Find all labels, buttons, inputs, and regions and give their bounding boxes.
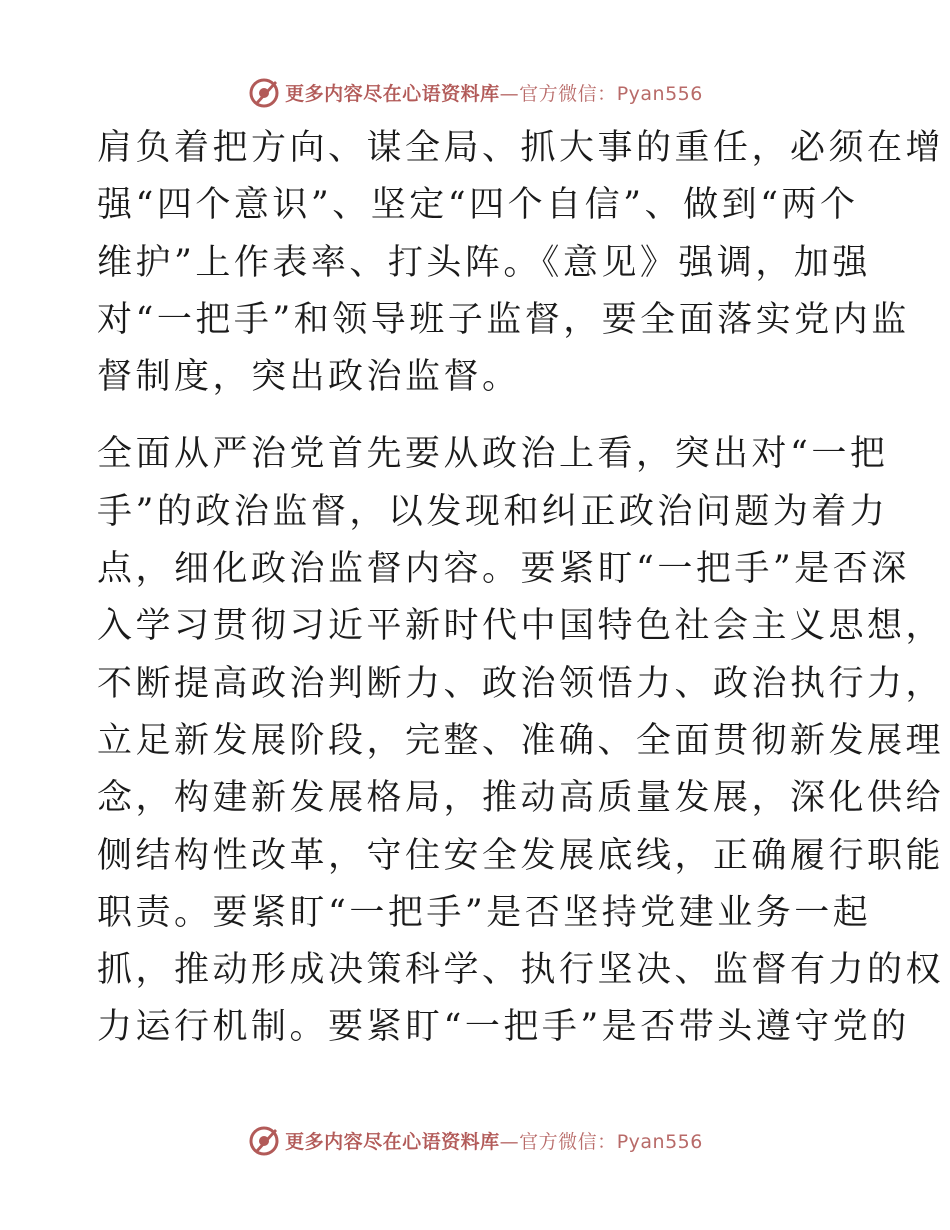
banner-sep: —官方微信：	[499, 1130, 617, 1153]
text-line: 侧结构性改革，守住安全发展底线，正确履行职能	[97, 835, 945, 876]
text-line: 点，细化政治监督内容。要紧盯“一把手”是否深	[97, 549, 910, 590]
banner-main: 更多内容尽在心语资料库	[285, 82, 500, 105]
text-line: 立足新发展阶段，完整、准确、全面贯彻新发展理	[97, 720, 945, 761]
text-line: 对“一把手”和领导班子监督，要全面落实党内监	[97, 299, 910, 340]
text-line: 肩负着把方向、谋全局、抓大事的重任，必须在增	[97, 128, 945, 168]
text-line: 入学习贯彻习近平新时代中国特色社会主义思想，	[97, 606, 945, 647]
footer-banner	[0, 1120, 950, 1160]
paragraph-gap	[97, 406, 857, 426]
banner-text	[285, 1127, 703, 1154]
text-line: 抓，推动形成决策科学、执行坚决、监督有力的权	[97, 950, 945, 991]
banner-id: Pyan556	[616, 1130, 703, 1153]
paragraph-1	[97, 120, 945, 406]
banner-text	[285, 79, 703, 106]
banner-main: 更多内容尽在心语资料库	[285, 1130, 500, 1153]
text-line: 不断提高政治判断力、政治领悟力、政治执行力，	[97, 663, 945, 704]
text-line: 督制度，突出政治监督。	[97, 357, 521, 398]
document-body	[97, 120, 945, 1057]
text-line: 手”的政治监督，以发现和纠正政治问题为着力	[97, 491, 889, 532]
quill-seal-icon	[247, 75, 281, 109]
text-line: 维护”上作表率、打头阵。《意见》强调，加强	[97, 242, 871, 283]
banner-sep: —官方微信：	[499, 82, 617, 105]
text-line: 念，构建新发展格局，推动高质量发展，深化供给	[97, 778, 945, 819]
text-line: 全面从严治党首先要从政治上看，突出对“一把	[97, 434, 889, 475]
header-banner	[0, 72, 950, 112]
paragraph-2	[97, 426, 945, 1056]
quill-seal-icon	[247, 1123, 281, 1157]
text-line: 力运行机制。要紧盯“一把手”是否带头遵守党的	[97, 1007, 910, 1048]
text-line: 强“四个意识”、坚定“四个自信”、做到“两个	[97, 185, 859, 226]
banner-id: Pyan556	[616, 82, 703, 105]
text-line: 职责。要紧盯“一把手”是否坚持党建业务一起	[97, 892, 872, 933]
